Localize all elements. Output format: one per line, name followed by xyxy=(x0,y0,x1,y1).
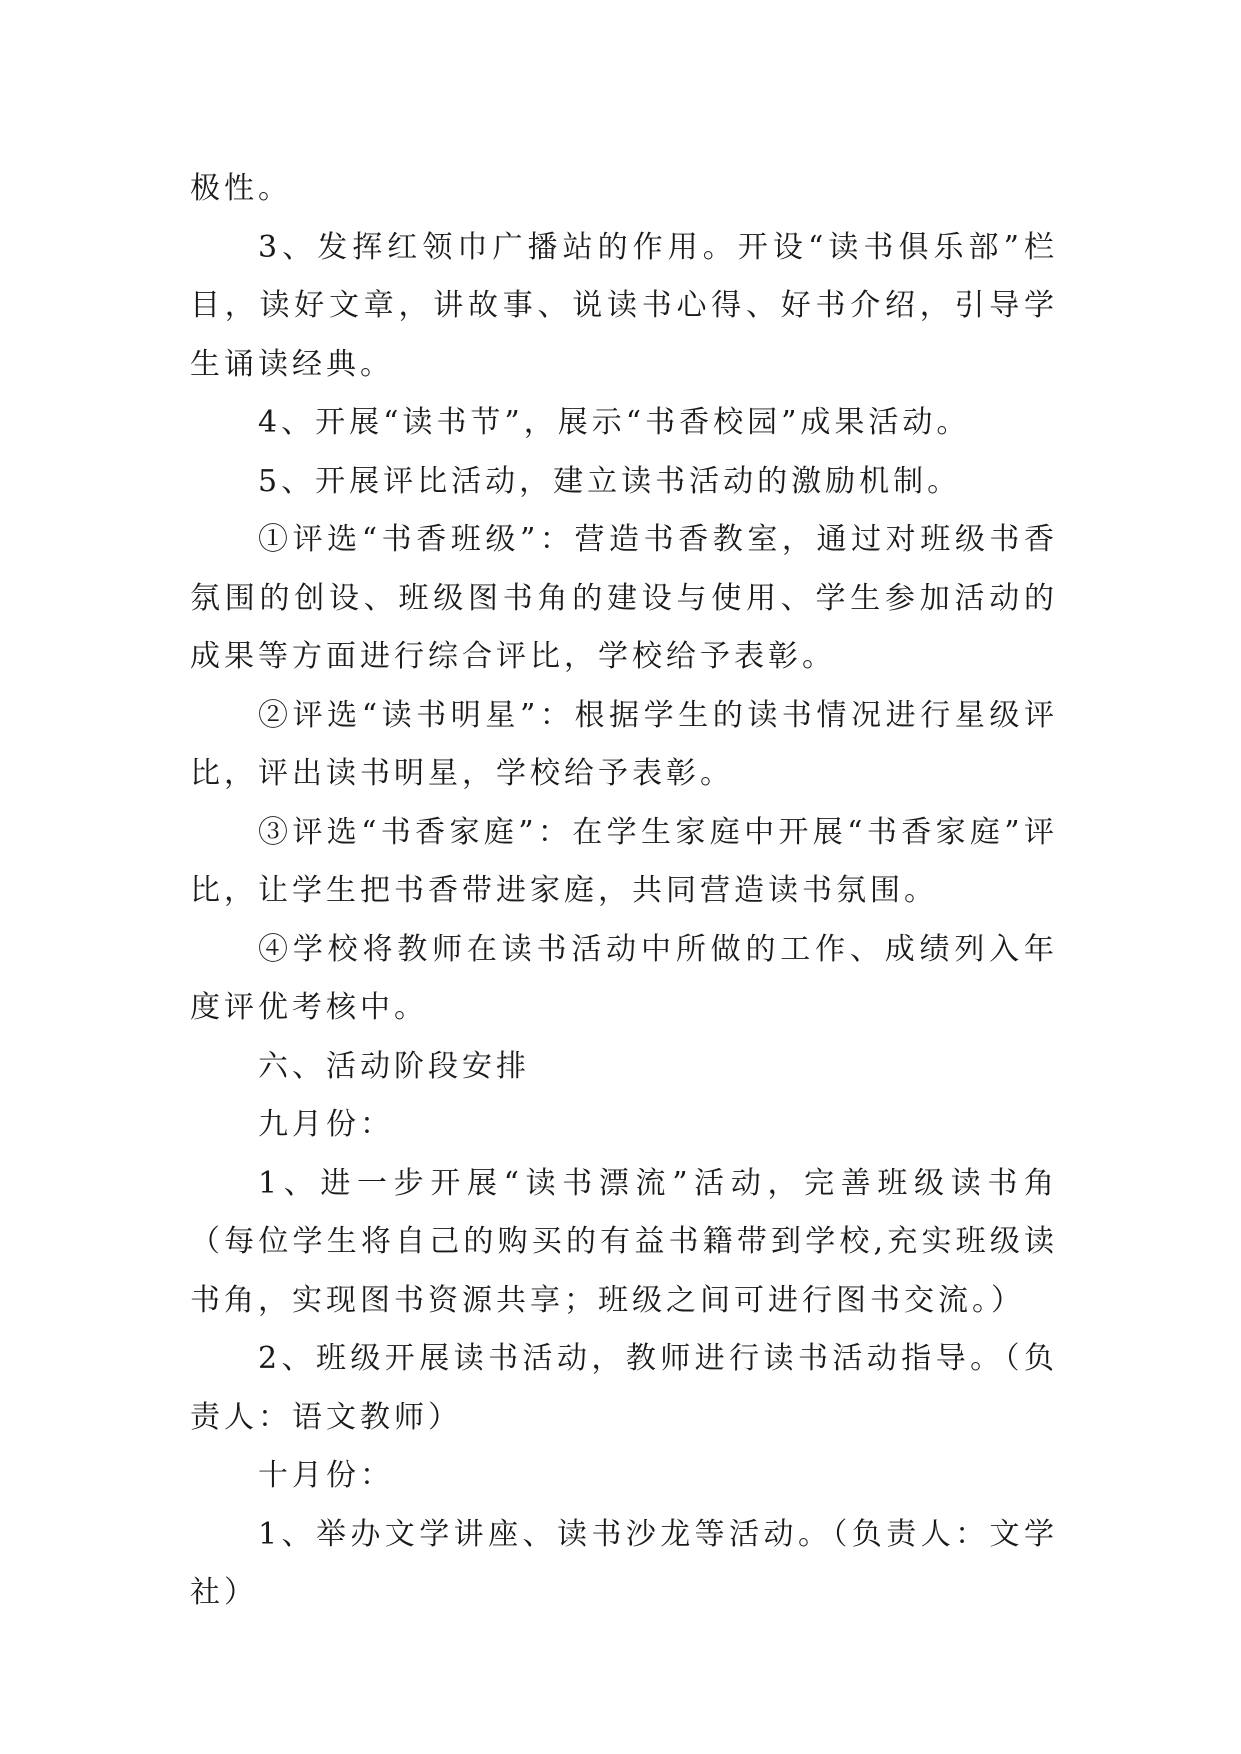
document-body xyxy=(190,160,1058,1623)
paragraph: 2、班级开展读书活动，教师进行读书活动指导。（负责人：语文教师） xyxy=(190,1341,1058,1435)
paragraph: ④学校将教师在读书活动中所做的工作、成绩列入年度评优考核中。 xyxy=(190,931,1058,1025)
paragraph: 4、开展“读书节”，展示“书香校园”成果活动。 xyxy=(258,405,971,440)
paragraph: 1、进一步开展“读书漂流”活动，完善班级读书角（每位学生将自己的购买的有益书籍带到学校,充实班级读书角，实现图书资源共享；班级之间可进行图书交流。） xyxy=(190,1165,1058,1318)
paragraph: ③评选“书香家庭”：在学生家庭中开展“书香家庭”评比，让学生把书香带进家庭，共同营造读书氛围。 xyxy=(190,814,1058,908)
month-heading: 九月份： xyxy=(258,1107,394,1142)
paragraph: 5、开展评比活动，建立读书活动的激励机制。 xyxy=(258,463,962,499)
paragraph: 3、发挥红领巾广播站的作用。开设“读书俱乐部”栏目，读好文章，讲故事、说读书心得、好书介绍，引导学生诵读经典。 xyxy=(190,229,1058,382)
paragraph: ①评选“书香班级”：营造书香教室，通过对班级书香氛围的创设、班级图书角的建设与使用、学生参加活动的成果等方面进行综合评比，学校给予表彰。 xyxy=(190,522,1058,674)
paragraph: 1、举办文学讲座、读书沙龙等活动。（负责人：文学社） xyxy=(190,1516,1058,1610)
paragraph: ②评选“读书明星”：根据学生的读书情况进行星级评比，评出读书明星，学校给予表彰。 xyxy=(190,697,1058,791)
paragraph: 极性。 xyxy=(190,171,292,206)
section-heading: 六、活动阶段安排 xyxy=(258,1048,530,1084)
month-heading: 十月份： xyxy=(258,1458,394,1493)
